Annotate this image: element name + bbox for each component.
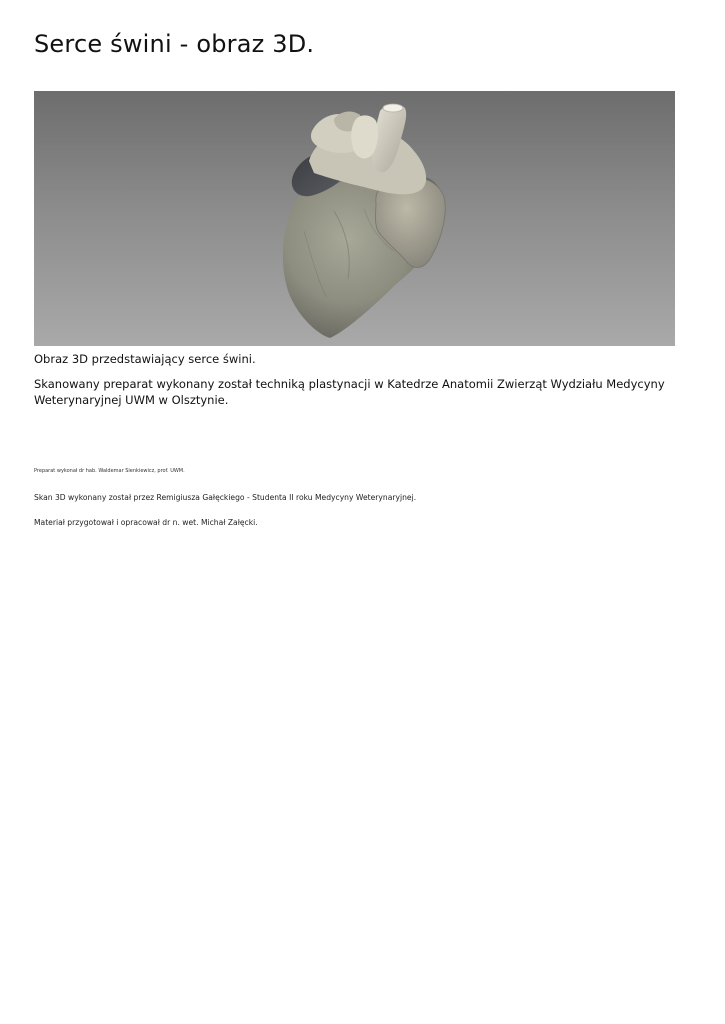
page-title: Serce świni - obraz 3D. bbox=[34, 30, 315, 58]
preparation-credit: Preparat wykonał dr hab. Waldemar Sienkiewicz, prof. UWM. bbox=[34, 468, 185, 474]
model-description: Skanowany preparat wykonany został techniką plastynacji w Katedrze Anatomii Zwierząt Wydziału Medycyny Weterynaryjnej UWM w Olsztynie. bbox=[34, 377, 665, 407]
pig-heart-3d-model[interactable] bbox=[34, 91, 675, 346]
3d-model-viewer[interactable] bbox=[34, 91, 675, 346]
heart-vessel-opening-shape bbox=[383, 104, 403, 112]
material-credit: Materiał przygotował i opracował dr n. wet. Michał Załęcki. bbox=[34, 518, 258, 527]
model-caption: Obraz 3D przedstawiający serce świni. bbox=[34, 352, 256, 366]
scan-credit: Skan 3D wykonany został przez Remigiusza Gałęckiego - Studenta II roku Medycyny Weterynaryjnej. bbox=[34, 493, 417, 502]
